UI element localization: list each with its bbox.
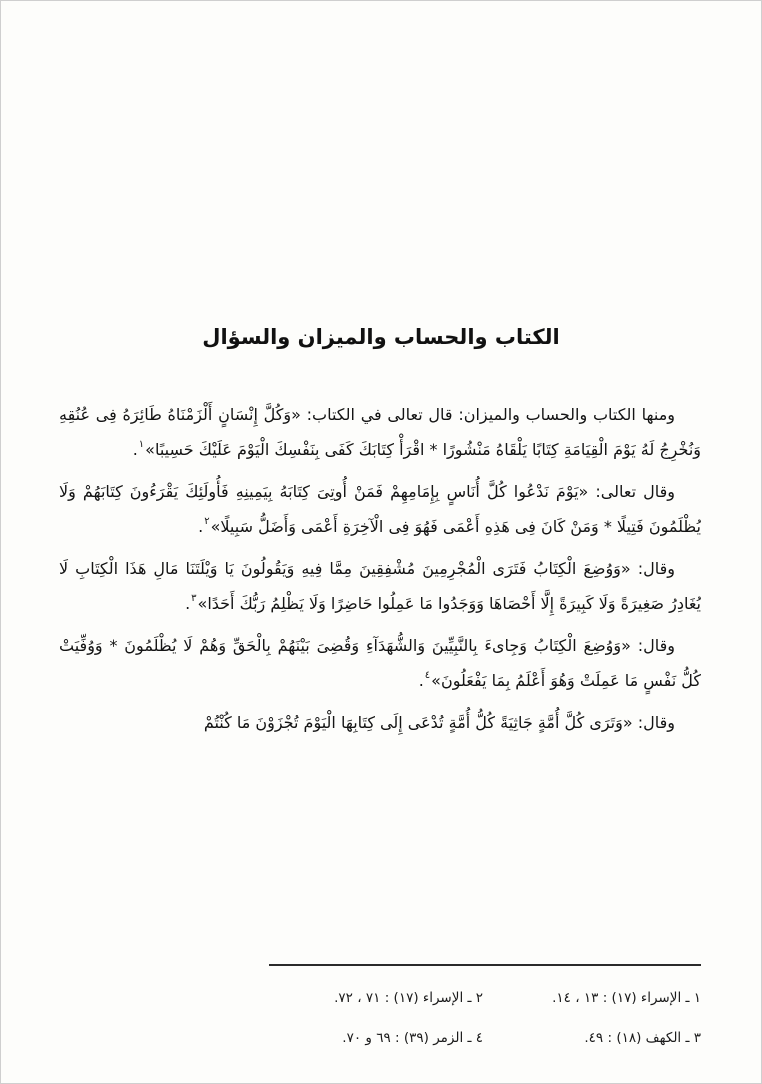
paragraph-text: وقال: «وَوُضِعَ الْكِتَابُ وَجِاىءَ بِالنَّبِيِّينَ وَالشُّهَدَآءِ وَقُضِىَ بَيْنَهُمْ بِالْحَقِّ وَهُمْ لَا يُظْلَمُونَ * وَوُفِّيَتْ كُلُّ نَفْسٍ مَا عَمِلَتْ وَهُوَ أَعْلَمُ بِمَا يَفْعَلُونَ» <box>59 636 701 690</box>
paragraph <box>59 474 701 544</box>
footnote-separator-rule <box>269 964 701 966</box>
footnote-ref: ٢ <box>204 515 210 527</box>
paragraph-tail: . <box>185 594 191 613</box>
paragraph <box>59 705 701 740</box>
paragraph-text: وقال: «وَوُضِعَ الْكِتَابُ فَتَرَى الْمُجْرِمِينَ مُشْفِقِينَ مِمَّا فِيهِ وَيَقُولُونَ يَا وَيْلَتَنَا مَالِ هَذَا الْكِتَابِ لَا يُغَادِرُ صَغِيرَةً وَلَا كَبِيرَةً إِلَّا أَحْصَاهَا وَوَجَدُوا مَا عَمِلُوا حَاضِرًا وَلَا يَظْلِمُ رَبُّكَ أَحَدًا» <box>59 559 701 613</box>
footnote-column-right <box>483 978 701 1058</box>
paragraph <box>59 551 701 621</box>
footnote-ref: ٣ <box>191 592 197 604</box>
page-title: الكتاب والحساب والميزان والسؤال <box>202 325 560 350</box>
paragraph-tail: . <box>418 671 424 690</box>
paragraph-tail: . <box>198 517 204 536</box>
footnote-2: ٢ ـ الإسراء (١٧) : ٧١ ، ٧٢. <box>334 990 483 1006</box>
footnote-area <box>59 964 701 1058</box>
footnote-3: ٣ ـ الكهف (١٨) : ٤٩. <box>584 1030 701 1046</box>
footnote-columns <box>59 978 701 1058</box>
paragraph-text: وقال تعالى: «يَوْمَ نَدْعُوا كُلَّ أُنَاسٍ بِإِمَامِهِمْ فَمَنْ أُوتِىَ كِتَابَهُ بِيَمِينِهِ فَأُولَئِكَ يَقْرَءُونَ كِتَابَهُمْ وَلَا يُظْلَمُونَ فَتِيلًا * وَمَنْ كَانَ فِى هَذِهِ أَعْمَى فَهُوَ فِى الْآخِرَةِ أَعْمَى وَأَضَلُّ سَبِيلًا» <box>59 482 701 536</box>
footnote-column-left <box>59 978 483 1058</box>
footnote-ref: ١ <box>138 438 145 450</box>
paragraph <box>59 628 701 698</box>
footnote-ref: ٤ <box>424 669 431 681</box>
paragraph-text: ومنها الكتاب والحساب والميزان: قال تعالى في الكتاب: «وَكُلَّ إِنْسَانٍ أَلْزَمْنَاهُ طَائِرَهُ فِى عُنُقِهِ وَنُخْرِجُ لَهُ يَوْمَ الْقِيَامَةِ كِتَابًا يَلْقَاهُ مَنْشُورًا * اقْرَأْ كِتَابَكَ كَفَى بِنَفْسِكَ الْيَوْمَ عَلَيْكَ حَسِيبًا» <box>59 405 701 459</box>
paragraph-tail: . <box>132 440 138 459</box>
paragraph-text: وقال: «وَتَرَى كُلَّ أُمَّةٍ جَاثِيَةً كُلُّ أُمَّةٍ تُدْعَى إِلَى كِتَابِهَا الْيَوْمَ تُجْزَوْنَ مَا كُنْتُمْ <box>203 713 675 732</box>
body-text <box>59 397 701 959</box>
paragraph <box>59 397 701 467</box>
footnote-1: ١ ـ الإسراء (١٧) : ١٣ ، ١٤. <box>552 990 701 1006</box>
footnote-4: ٤ ـ الزمر (٣٩) : ٦٩ و ٧٠. <box>342 1030 483 1046</box>
